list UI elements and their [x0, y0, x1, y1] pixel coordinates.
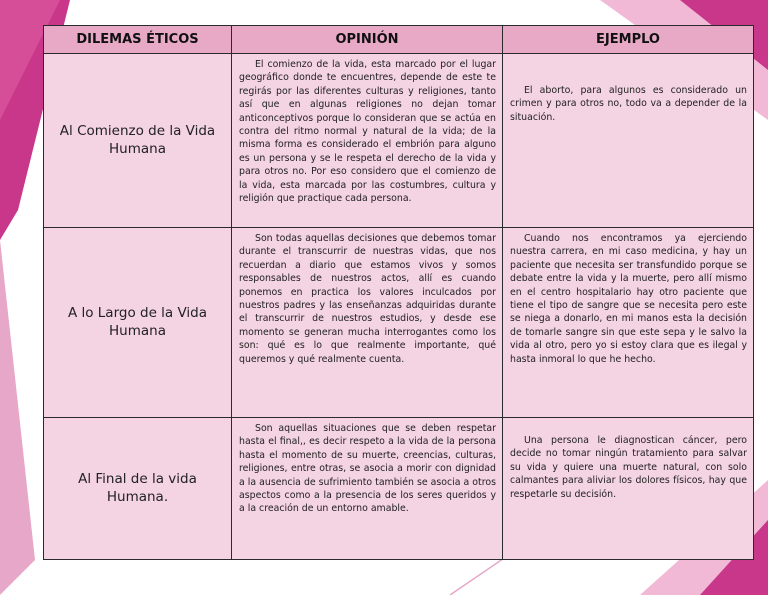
row-opinion: Son todas aquellas decisiones que debemos tomar durante el transcurrir de nuestras vidas, que nos recuerdan a diario que estamos vivos y somos responsables de nuestros actos, allí es cuando ponemos en practica los valores inculcados por nuestros padres y las enseñanzas adquiridas durante el transcurrir de nuestros estudios, y desde ese momento se generan mucha interrogantes como los son: qué es lo que realmente importante, qué queremos y qué realmente cuenta. — [232, 228, 503, 418]
row-opinion: Son aquellas situaciones que se deben respetar hasta el final,, es decir respeto a la vida de la persona hasta el momento de su muerte, creencias, culturas, religiones, entre otras, se asocia a morir con dignidad a la ausencia de sufrimiento también se asocia a otros aspectos como a la presencia de los seres queridos y a la creación de un entorno amable. — [232, 418, 503, 560]
table-row — [44, 418, 754, 560]
row-example: Cuando nos encontramos ya ejerciendo nuestra carrera, en mi caso medicina, y hay un paciente que necesita ser transfundido porque se debate entre la vida y la muerte, pero allí mismo en el centro hospitalario hay otro paciente que tiene el tipo de sangre que se necesita pero este se niega a donarlo, en mi manos esta la decisión de tomarle sangre sin que este sepa y le salvo la vida al otro, pero yo si estoy clara que es ilegal y hasta inmoral lo que he hecho. — [503, 228, 754, 418]
header-dilemas: DILEMAS ÉTICOS — [44, 26, 232, 54]
row-opinion: El comienzo de la vida, esta marcado por el lugar geográfico donde te encuentres, depende de este te regirás por las diferentes culturas y religiones, tanto así que en algunas religiones no dejan tomar anticonceptivos porque lo consideran que se actúa en contra del ritmo normal y natural de la vida; de la misma forma es considerado el embrión para alguno es un persona y se le respeta el derecho de la vida y para otros no. Por eso considero que el comienzo de la vida, esta marcada por las costumbres, cultura y religión que practique cada persona. — [232, 54, 503, 228]
header-ejemplo: EJEMPLO — [503, 26, 754, 54]
row-topic: Al Final de la vida Humana. — [44, 418, 232, 560]
ethics-table — [43, 25, 754, 560]
left-pink-shape — [0, 240, 35, 595]
header-opinion: OPINIÓN — [232, 26, 503, 54]
ethics-table-container — [43, 25, 753, 560]
table-header-row — [44, 26, 754, 54]
row-example: Una persona le diagnostican cáncer, pero decide no tomar ningún tratamiento para salvar su vida y quiere una muerte natural, con solo calmantes para aliviar los dolores físicos, hay que respetarle su decisión. — [503, 418, 754, 560]
row-topic: A lo Largo de la Vida Humana — [44, 228, 232, 418]
row-topic: Al Comienzo de la Vida Humana — [44, 54, 232, 228]
row-example: El aborto, para algunos es considerado un crimen y para otros no, todo va a depender de la situación. — [503, 54, 754, 228]
table-row — [44, 228, 754, 418]
table-row — [44, 54, 754, 228]
